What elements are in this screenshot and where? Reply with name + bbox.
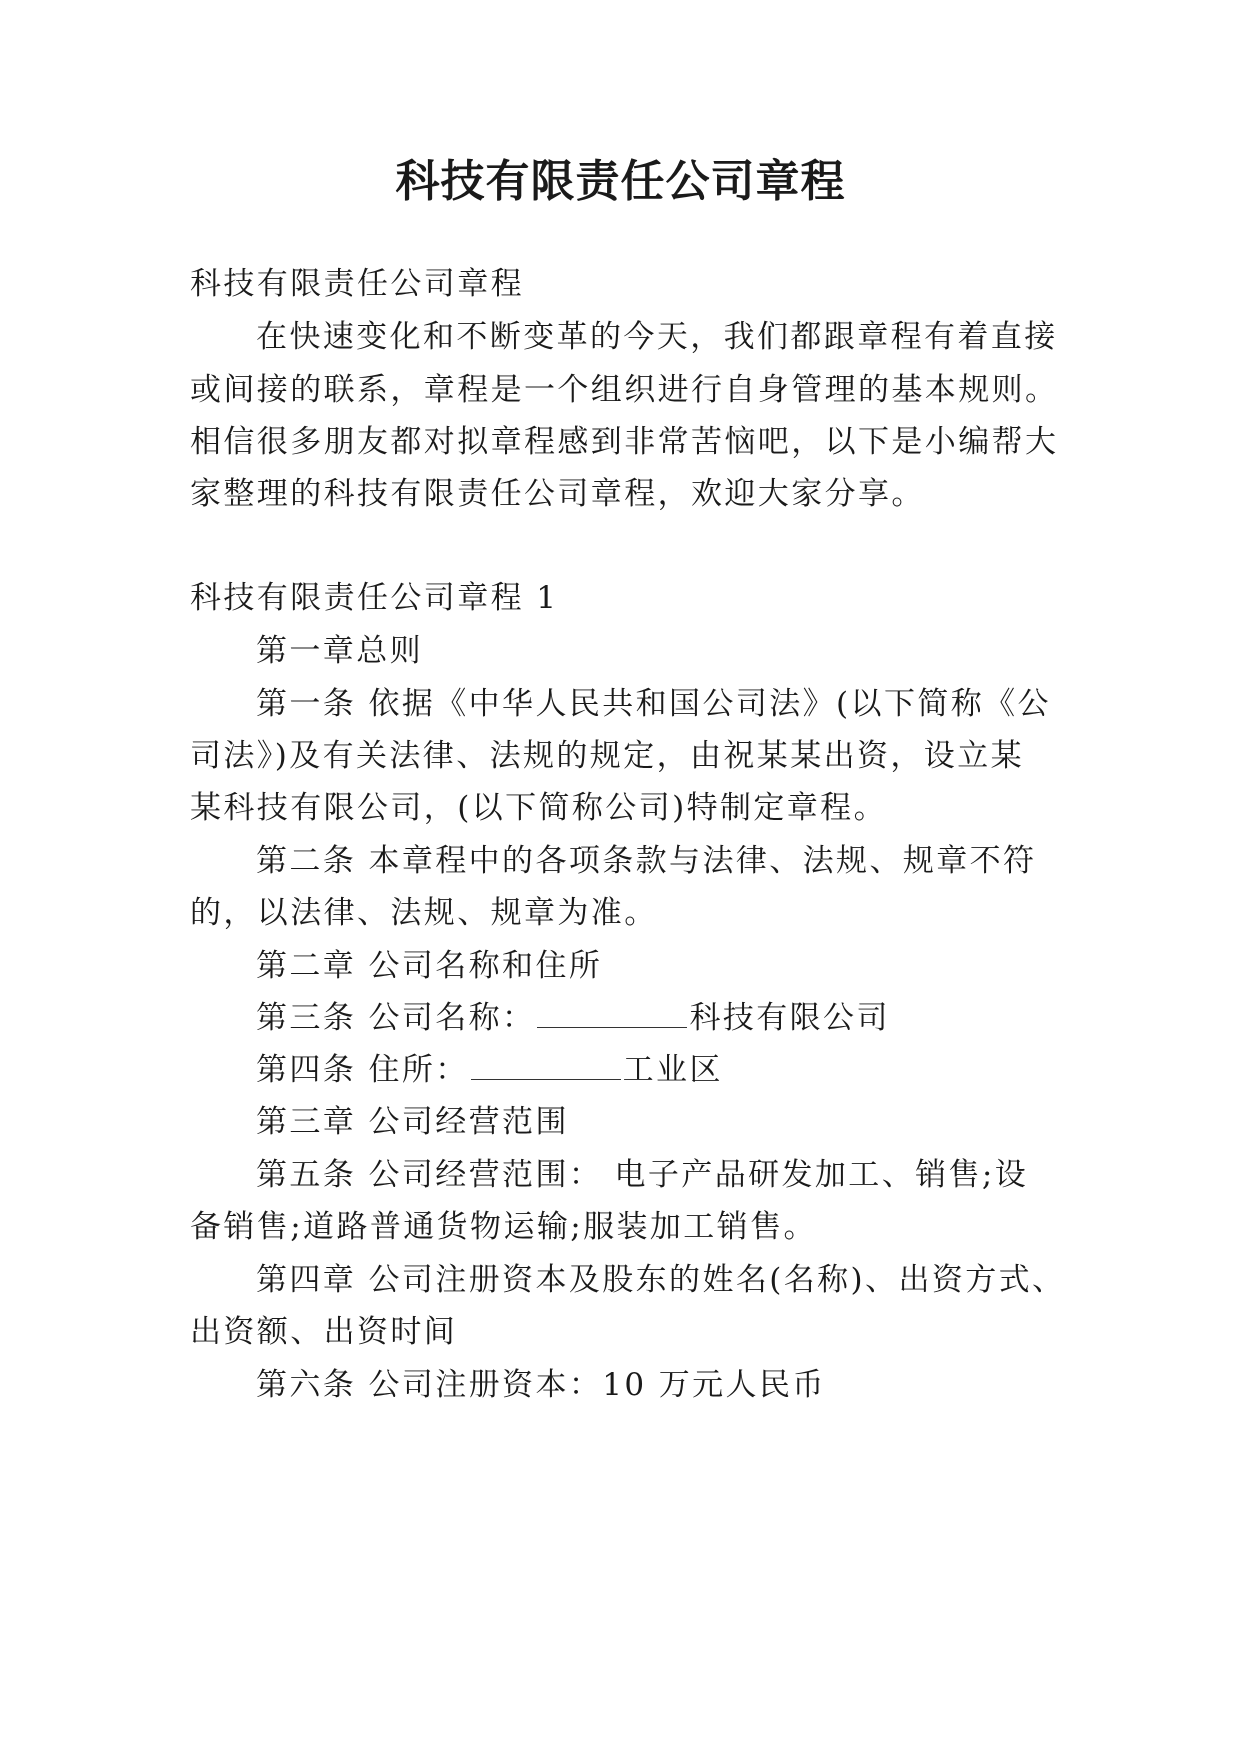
chapter-2-heading: 第二章 公司名称和住所 bbox=[256, 948, 603, 984]
intro-heading: 科技有限责任公司章程 bbox=[190, 266, 524, 302]
document-title: 科技有限责任公司章程 bbox=[395, 156, 846, 207]
address-blank bbox=[471, 1053, 621, 1080]
article-5-line-1: 第五条 公司经营范围： 电子产品研发加工、销售;设 bbox=[256, 1157, 1029, 1193]
article-4-label: 第四条 住所： bbox=[256, 1052, 469, 1088]
intro-line-4: 家整理的科技有限责任公司章程，欢迎大家分享。 bbox=[190, 476, 925, 512]
section-heading: 科技有限责任公司章程 1 bbox=[190, 580, 559, 616]
article-6: 第六条 公司注册资本：10 万元人民币 bbox=[256, 1367, 826, 1403]
article-1-line-1: 第一条 依据《中华人民共和国公司法》(以下简称《公 bbox=[256, 686, 1051, 722]
chapter-3-heading: 第三章 公司经营范围 bbox=[256, 1104, 569, 1140]
article-4-suffix: 工业区 bbox=[622, 1052, 723, 1088]
article-1-line-3: 某科技有限公司，(以下简称公司)特制定章程。 bbox=[190, 790, 887, 826]
chapter-4-line-2: 出资额、出资时间 bbox=[190, 1314, 458, 1350]
article-3-label: 第三条 公司名称： bbox=[256, 1000, 536, 1036]
article-3-suffix: 科技有限公司 bbox=[689, 1000, 890, 1036]
intro-line-2: 或间接的联系，章程是一个组织进行自身管理的基本规则。 bbox=[190, 372, 1059, 408]
company-name-blank bbox=[537, 1001, 687, 1028]
article-2-line-2: 的，以法律、法规、规章为准。 bbox=[190, 895, 658, 931]
chapter-1-heading: 第一章总则 bbox=[256, 633, 423, 669]
article-3 bbox=[256, 998, 890, 1038]
chapter-4-line-1: 第四章 公司注册资本及股东的姓名(名称)、出资方式、 bbox=[256, 1262, 1066, 1298]
article-5-line-2: 备销售;道路普通货物运输;服装加工销售。 bbox=[190, 1209, 817, 1245]
article-4 bbox=[256, 1050, 723, 1090]
article-1-line-2: 司法》)及有关法律、法规的规定，由祝某某出资，设立某 bbox=[190, 738, 1024, 774]
intro-line-3: 相信很多朋友都对拟章程感到非常苦恼吧，以下是小编帮大 bbox=[190, 424, 1059, 460]
article-2-line-1: 第二条 本章程中的各项条款与法律、法规、规章不符 bbox=[256, 843, 1037, 879]
intro-line-1: 在快速变化和不断变革的今天，我们都跟章程有着直接 bbox=[256, 319, 1058, 355]
